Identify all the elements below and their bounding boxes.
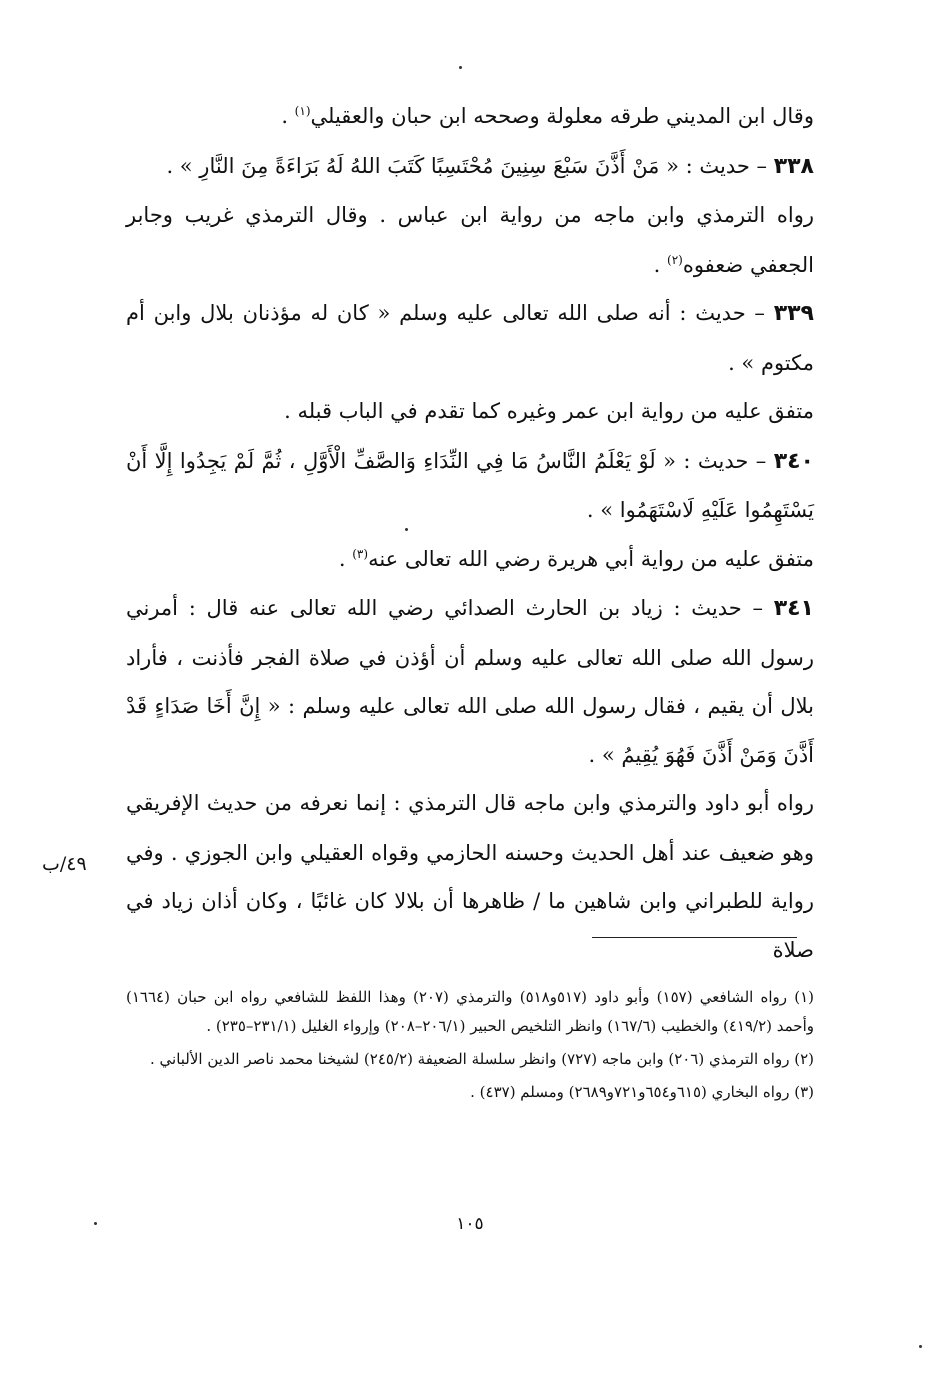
paragraph-end: . xyxy=(653,252,667,277)
page-number: ١٠٥ xyxy=(456,1214,484,1234)
footnote: (٣) رواه البخاري (٦١٥و٦٥٤و٧٢١و٢٦٨٩) ومسلم (٤٣٧) . xyxy=(470,1083,814,1101)
footnote-divider xyxy=(592,937,797,938)
footnote: (٢) رواه الترمذي (٢٠٦) وابن ماجه (٧٢٧) وانظر سلسلة الضعيفة (٢٤٥/٢) لشيخنا محمد ناصر الدين الألباني . xyxy=(150,1050,814,1068)
paragraph xyxy=(126,779,814,974)
hadith-number: ٣٤١ xyxy=(773,596,814,621)
scan-speck xyxy=(919,1345,922,1348)
footnotes xyxy=(126,983,814,1111)
paragraph xyxy=(126,535,814,585)
paragraph-text: – حديث : « مَنْ أَذَّنَ سَبْعَ سِنِينَ مُحْتَسِبًا كَتَبَ اللهُ لَهُ بَرَاءَةً مِنَ النَّارِ » . xyxy=(166,153,774,178)
main-text xyxy=(126,92,814,974)
hadith-number: ٣٣٨ xyxy=(773,153,814,179)
paragraph xyxy=(126,437,814,535)
paragraph-text: رواه أبو داود والترمذي وابن ماجه قال الترمذي : إنما نعرفه من حديث الإفريقي وهو ضعيف عند أهل الحديث وحسنه الحازمي وقواه العقيلي وابن الجوزي . وفي رواية للطبراني وابن شاهين ما / ظاهرها أن بلالا كان غائبًا ، وكان أذان زياد في صلاة xyxy=(126,791,814,962)
paragraph-text: وقال ابن المديني طرقه معلولة وصححه ابن حبان والعقيلي xyxy=(310,104,814,128)
footnote-marker: (٣) xyxy=(352,546,369,561)
hadith-number: ٣٤٠ xyxy=(773,448,814,474)
paragraph xyxy=(126,191,814,289)
paragraph xyxy=(126,142,814,192)
paragraph-text: متفق عليه من رواية ابن عمر وغيره كما تقدم في الباب قبله . xyxy=(284,399,814,423)
paragraph xyxy=(126,289,814,387)
paragraph-text: – حديث : أنه صلى الله تعالى عليه وسلم « كان له مؤذنان بلال وابن أم مكتوم » . xyxy=(126,301,814,375)
paragraph-text: رواه الترمذي وابن ماجه من رواية ابن عباس . وقال الترمذي غريب وجابر الجعفي ضعفوه xyxy=(126,203,814,277)
paragraph-text: متفق عليه من رواية أبي هريرة رضي الله تعالى عنه xyxy=(368,546,814,571)
paragraph-text: – حديث : « لَوْ يَعْلَمُ النَّاسُ مَا فِي النِّدَاءِ وَالصَّفِّ الْأَوَّلِ ، ثُمَّ لَمْ يَجِدُوا إِلَّا أَنْ يَسْتَهِمُوا عَلَيْهِ لَاسْتَهَمُوا » . xyxy=(126,448,814,522)
paragraph-end: . xyxy=(338,546,353,571)
paragraph-end: . xyxy=(281,104,295,128)
paragraph xyxy=(126,584,814,779)
scan-speck xyxy=(459,66,462,69)
paragraph-text: – حديث : زياد بن الحارث الصدائي رضي الله تعالى عنه قال : أمرني رسول الله صلى الله تعالى عليه وسلم أن أؤذن في صلاة الفجر فأذنت ، فأراد بلال أن يقيم ، فقال رسول الله صلى الله تعالى عليه وسلم : « إِنَّ أَخَا صَدَاءٍ قَدْ أَذَّنَ وَمَنْ أَذَّنَ فَهُوَ يُقِيمُ » . xyxy=(126,596,814,767)
paragraph xyxy=(126,92,814,142)
paragraph xyxy=(126,387,814,437)
footnote-marker: (١) xyxy=(294,104,311,118)
scan-speck xyxy=(94,1222,97,1225)
footnote-marker: (٢) xyxy=(667,252,683,267)
manuscript-folio-marker: ٤٩/ب xyxy=(42,853,87,875)
footnote: (١) رواه الشافعي (١٥٧) وأبو داود (٥١٧و٥١٨) والترمذي (٢٠٧) وهذا اللفظ للشافعي رواه ابن حبان (١٦٦٤) وأحمد (٤١٩/٢) والخطيب (١٦٧/٦) وانظر التلخيص الحبير (٢٠٦/١–٢٠٨) وإرواء الغليل (٢٣١/١–٢٣٥) . xyxy=(126,988,814,1035)
hadith-number: ٣٣٩ xyxy=(773,301,814,326)
